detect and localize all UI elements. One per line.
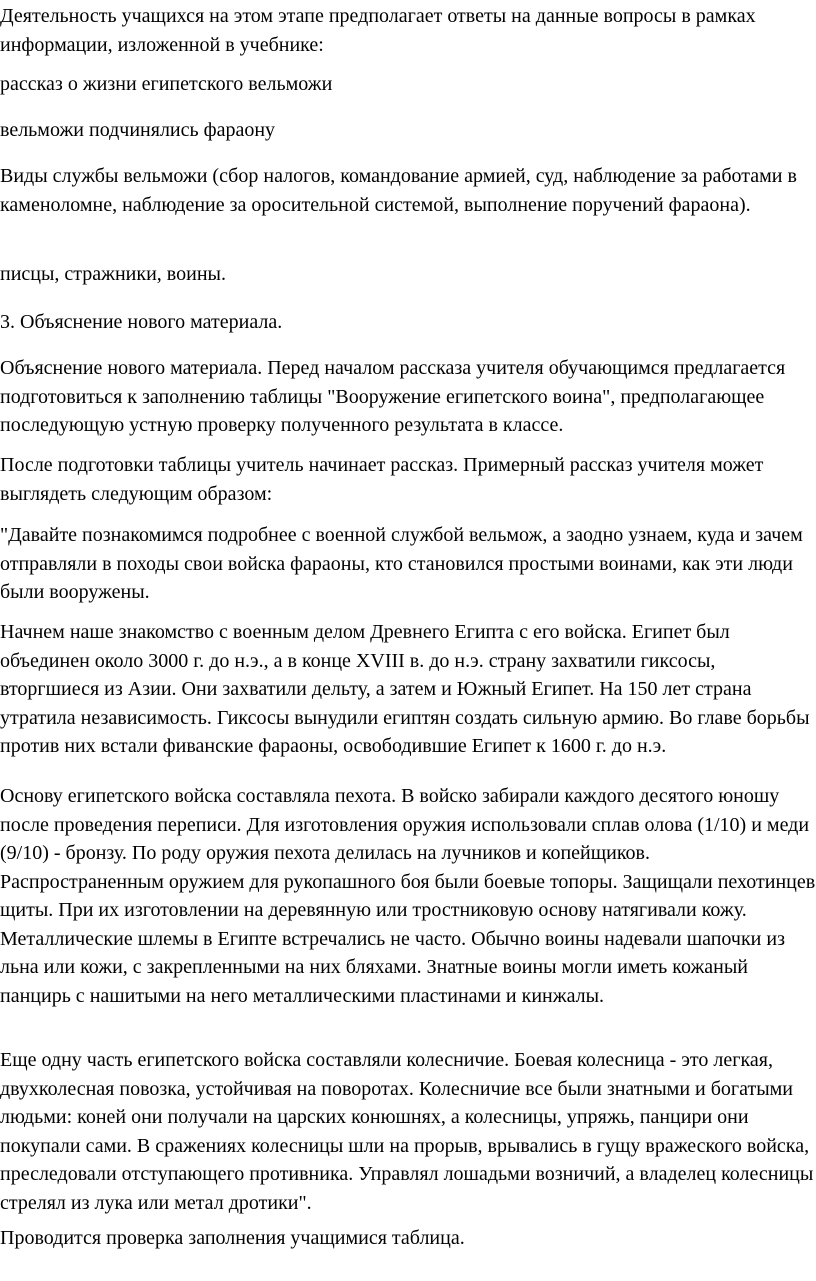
paragraph-answer-4: писцы, стражники, воины. [0, 263, 226, 285]
paragraph-explanation: Объяснение нового материала. Перед началом рассказа учителя обучающимся предлагается подготовиться к заполнению таблицы "Вооружение египетского воина", предполагающее последующую устную проверку полученного результата в классе. [0, 357, 786, 436]
paragraph-check: Проводится проверка заполнения учащимися таблица. [0, 1227, 465, 1249]
paragraph-answer-2: вельможи подчинялись фараону [0, 119, 276, 141]
paragraph-chariots: Еще одну часть египетского войска составляли колесничие. Боевая колесница - это легкая, двухколесная повозка, устойчивая на поворотах. Колесничие все были знатными и богатыми людьми: коней они получали на царских конюшнях, а колесницы, упряжь, панцири они покупали сами. В сражениях колесницы шли на прорыв, врывались в гущу вражеского войска, преследовали отступающего противника. Управлял лошадьми возничий, а владелец колесницы стрелял из лука или метал дротики". [0, 1049, 814, 1214]
paragraph-preparation: После подготовки таблицы учитель начинает рассказ. Примерный рассказ учителя может выглядеть следующим образом: [0, 454, 764, 505]
paragraph-infantry: Основу египетского войска составляла пехота. В войско забирали каждого десятого юношу после проведения переписи. Для изготовления оружия использовали сплав олова (1/10) и меди (9/10) - бронзу. По роду оружия пехота делилась на лучников и копейщиков. Распространенным оружием для рукопашного боя были боевые топоры. Защищали пехотинцев щиты. При их изготовлении на деревянную или тростниковую основу натягивали кожу. Металлические шлемы в Египте встречались не часто. Обычно воины надевали шапочки из льна или кожи, с закрепленными на них бляхами. Знатные воины могли иметь кожаный панцирь с нашитыми на него металлическими пластинами и кинжалы. [0, 785, 816, 1007]
section-heading: 3. Объяснение нового материала. [0, 311, 283, 333]
paragraph-answer-1: рассказ о жизни египетского вельможи [0, 73, 333, 95]
paragraph-answer-3: Виды службы вельможи (сбор налогов, командование армией, суд, наблюдение за работами в каменоломне, наблюдение за оросительной системой, выполнение поручений фараона). [0, 165, 797, 216]
paragraph-story-intro: "Давайте познакомимся подробнее с военной службой вельмож, а заодно узнаем, куда и зачем отправляли в походы свои войска фараоны, кто становился простыми воинами, как эти люди были вооружены. [0, 524, 803, 603]
paragraph-history: Начнем наше знакомство с военным делом Древнего Египта с его войска. Египет был объединен около 3000 г. до н.э., а в конце XVIII в. до н.э. страну захватили гиксосы, вторгшиеся из Азии. Они захватили дельту, а затем и Южный Египет. На 150 лет страна утратила независимость. Гиксосы вынудили египтян создать сильную армию. Во главе борьбы против них встали фиванские фараоны, освободившие Египет к 1600 г. до н.э. [0, 621, 810, 757]
paragraph-intro: Деятельность учащихся на этом этапе предполагает ответы на данные вопросы в рамках информации, изложенной в учебнике: [0, 5, 756, 56]
